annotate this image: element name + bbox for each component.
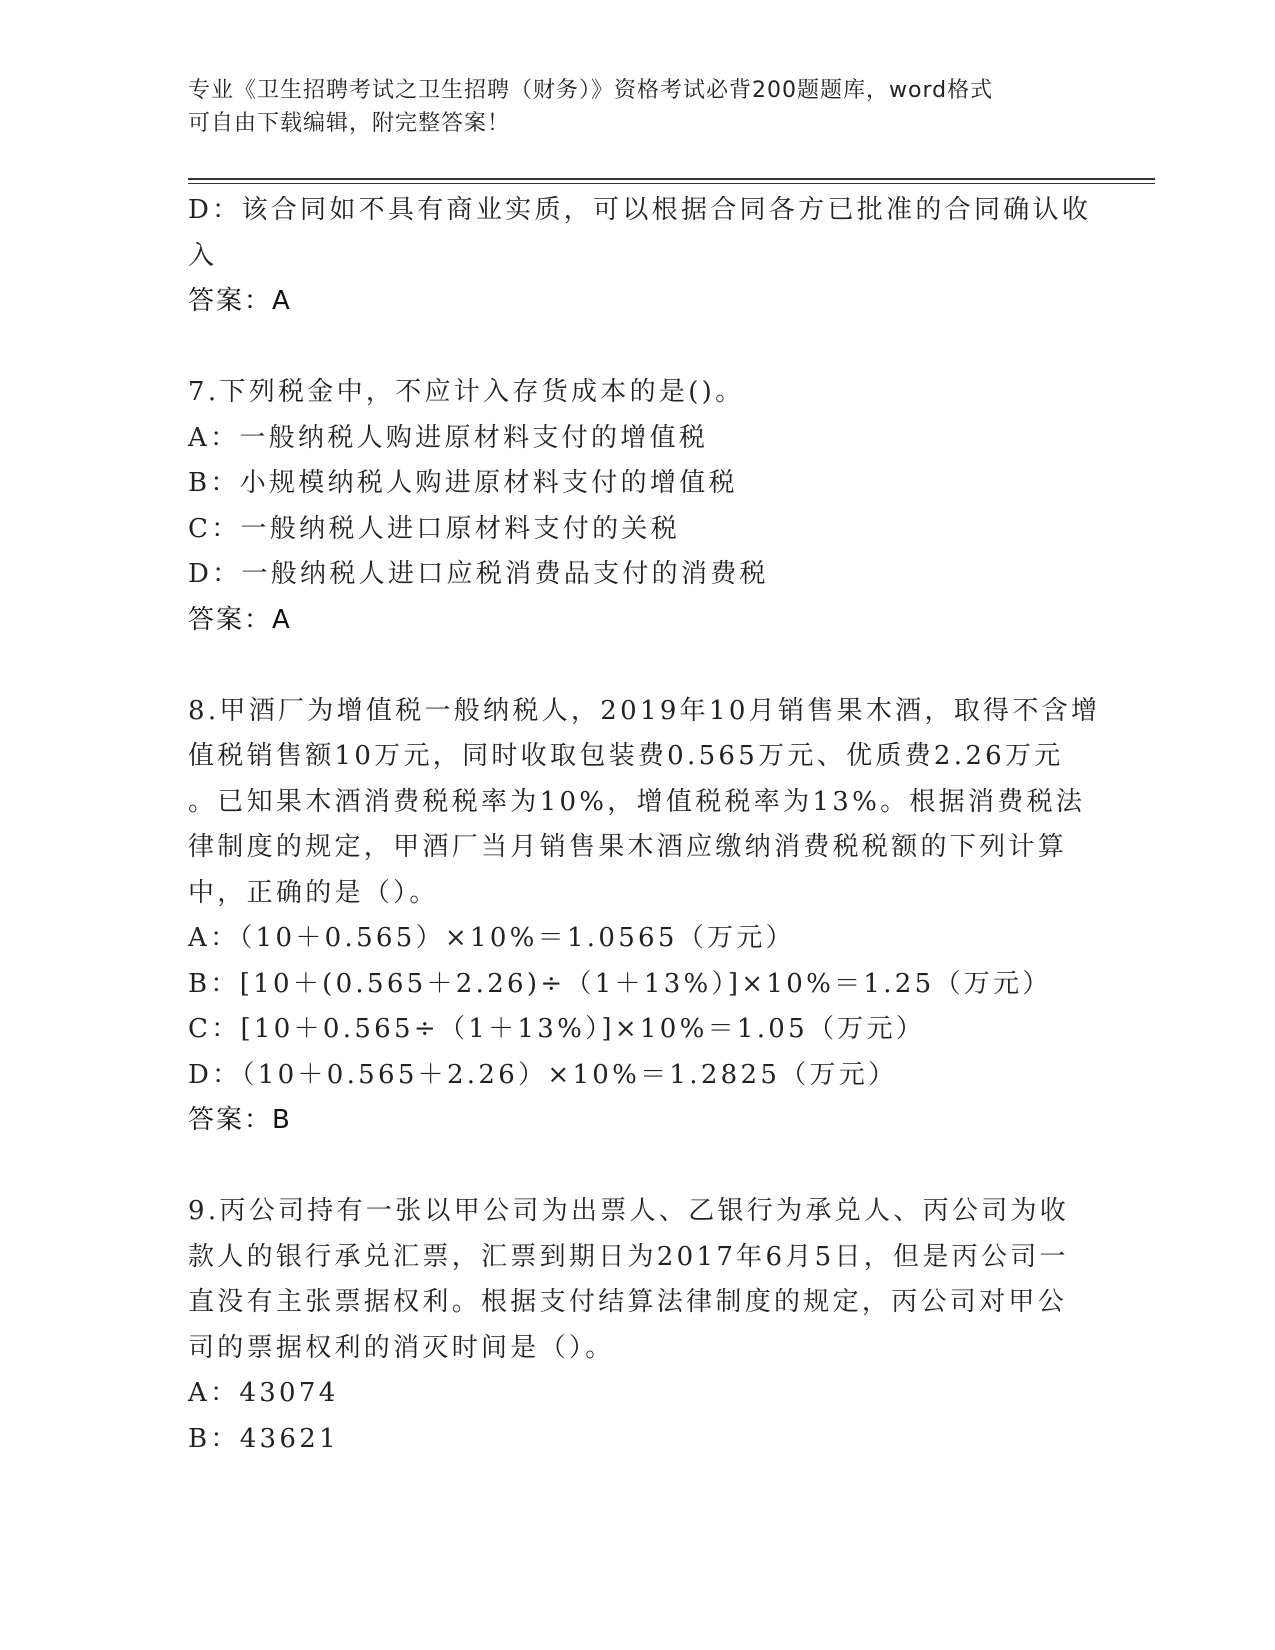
option-a: A：一般纳税人购进原材料支付的增值税	[188, 422, 709, 453]
answer: 答案：A	[188, 604, 292, 635]
spacer	[188, 1144, 1083, 1190]
header-divider-thin	[188, 183, 1155, 184]
question-8	[188, 689, 1101, 1144]
question-content	[188, 188, 1101, 1462]
option-b: B：小规模纳税人购进原材料支付的增值税	[188, 468, 738, 498]
option-d: D：该合同如不具有商业实质，可以根据合同各方已批准的合同确认收	[188, 195, 1092, 225]
option-c: C：[10＋0.565÷（1＋13%）]×10%＝1.05（万元）	[188, 1014, 926, 1044]
question-stem: 7.下列税金中，不应计入存货成本的是()。	[188, 377, 745, 407]
spacer	[188, 325, 1083, 371]
question-9	[188, 1189, 1083, 1462]
option-c: C：一般纳税人进口原材料支付的关税	[188, 513, 680, 544]
question-7	[188, 370, 1083, 643]
option-d: D：（10＋0.565＋2.26）×10%＝1.2825（万元）	[188, 1059, 898, 1090]
answer: 答案：A	[188, 286, 292, 316]
option-d: D：一般纳税人进口应税消费品支付的消费税	[188, 559, 769, 589]
question-stem-line: 9.丙公司持有一张以甲公司为出票人、乙银行为承兑人、丙公司为收	[188, 1196, 1070, 1226]
option-a: A：43074	[188, 1378, 339, 1408]
question-stem-line: 中，正确的是（）。	[188, 877, 439, 908]
question-stem-line: 。已知果木酒消费税税率为10%，增值税税率为13%。根据消费税法	[188, 786, 1086, 817]
spacer	[188, 643, 1083, 689]
option-d-continuation: 入	[188, 240, 218, 271]
option-b: B：[10＋(0.565＋2.26)÷（1＋13%）]×10%＝1.25（万元）	[188, 968, 1052, 999]
question-stem-line: 值税销售额10万元，同时收取包装费0.565万元、优质费2.26万元	[188, 741, 1064, 771]
header-title-line-1: 专业《卫生招聘考试之卫生招聘（财务）》资格考试必背200题题库，word格式	[188, 78, 994, 103]
option-a: A：（10＋0.565）×10%＝1.0565（万元）	[188, 923, 795, 953]
question-stem-line: 8.甲酒厂为增值税一般纳税人，2019年10月销售果木酒，取得不含增	[188, 695, 1101, 726]
option-b: B：43621	[188, 1423, 339, 1454]
header-divider-thick	[188, 178, 1155, 180]
question-stem-line: 律制度的规定，甲酒厂当月销售果木酒应缴纳消费税税额的下列计算	[188, 832, 1068, 862]
question-stem-line: 款人的银行承兑汇票，汇票到期日为2017年6月5日，但是丙公司一	[188, 1241, 1069, 1272]
header-title-line-2: 可自由下载编辑，附完整答案！	[188, 111, 511, 136]
question-stem-line: 司的票据权利的消灭时间是（）。	[188, 1332, 615, 1363]
document-header	[188, 74, 1068, 140]
question-6	[188, 188, 1092, 325]
question-stem-line: 直没有主张票据权利。根据支付结算法律制度的规定，丙公司对甲公	[188, 1287, 1068, 1317]
answer: 答案：B	[188, 1105, 292, 1135]
